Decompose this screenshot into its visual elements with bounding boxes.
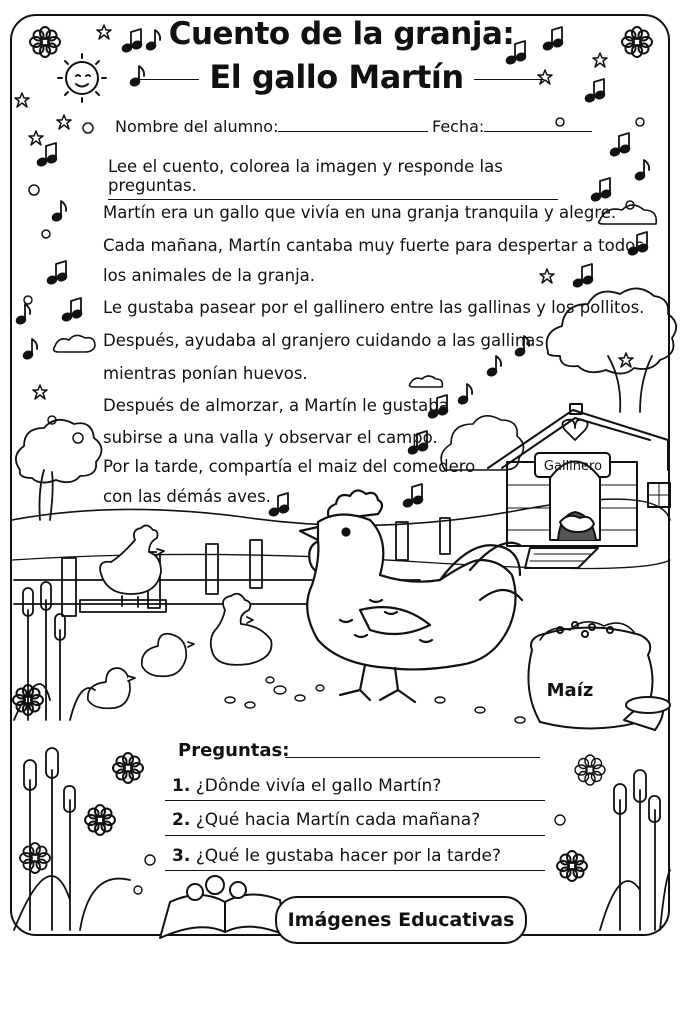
date-line[interactable] bbox=[484, 117, 592, 132]
story-line: Martín era un gallo que vivía en una granja tranquila y alegre. bbox=[103, 203, 617, 222]
student-name-label: Nombre del alumno: bbox=[115, 117, 279, 136]
question-text: ¿Dônde vivía el gallo Martín? bbox=[195, 776, 442, 796]
student-name-field[interactable] bbox=[115, 117, 428, 136]
answer-line[interactable] bbox=[165, 870, 545, 871]
story-line: mientras ponían huevos. bbox=[103, 364, 308, 383]
flower-icon bbox=[85, 805, 115, 835]
questions-title-rule bbox=[285, 757, 540, 758]
student-name-line[interactable] bbox=[278, 117, 428, 132]
hen-on-fence bbox=[100, 525, 164, 607]
title-rule-left bbox=[139, 79, 199, 80]
title-rule-right bbox=[474, 79, 544, 80]
question-item bbox=[172, 846, 501, 866]
coop-sign: Gallinero bbox=[543, 459, 603, 474]
question-text: ¿Qué hacia Martín cada mañana? bbox=[195, 810, 481, 830]
story-line: Le gustaba pasear por el gallinero entre las gallinas y los pollitos. bbox=[103, 298, 645, 317]
cloud-icon bbox=[54, 205, 657, 387]
flower-icon bbox=[557, 851, 587, 881]
story-line: subirse a una valla y observar el campo. bbox=[103, 428, 438, 447]
story-line: con las démás aves. bbox=[103, 487, 271, 506]
rooster bbox=[300, 490, 522, 702]
tree-icon bbox=[16, 420, 102, 520]
corn-sack bbox=[528, 622, 670, 730]
answer-line[interactable] bbox=[165, 835, 545, 836]
flower-icon bbox=[113, 753, 143, 783]
story-line: Cada mañana, Martín cantaba muy fuerte para despertar a todos bbox=[103, 236, 644, 255]
book-icon bbox=[160, 876, 285, 938]
instructions: Lee el cuento, colorea la imagen y responde las preguntas. bbox=[108, 157, 558, 200]
page-title-line1: Cuento de la granja: bbox=[168, 16, 515, 52]
question-number: 3. bbox=[172, 846, 191, 866]
story-line: los animales de la granja. bbox=[103, 266, 316, 285]
story-line: Después de almorzar, a Martín le gustaba bbox=[103, 396, 449, 415]
page-title-line2 bbox=[0, 58, 683, 96]
cattail-icon bbox=[600, 770, 670, 930]
chick bbox=[88, 634, 194, 709]
question-item bbox=[172, 810, 480, 830]
question-item bbox=[172, 776, 441, 796]
questions-title: Preguntas: bbox=[178, 740, 290, 761]
question-text: ¿Qué le gustaba hacer por la tarde? bbox=[195, 846, 502, 866]
footer-banner: Imágenes Educativas bbox=[275, 896, 527, 944]
question-number: 2. bbox=[172, 810, 191, 830]
answer-line[interactable] bbox=[165, 800, 545, 801]
story-line: Después, ayudaba al granjero cuidando a las gallinas bbox=[103, 331, 544, 350]
story-line: Por la tarde, compartía el maiz del comedero bbox=[103, 457, 476, 476]
page-title-text: El gallo Martín bbox=[209, 58, 464, 96]
date-field[interactable] bbox=[432, 117, 592, 136]
question-number: 1. bbox=[172, 776, 191, 796]
cattail-icon bbox=[14, 582, 95, 720]
cattail-icon bbox=[14, 748, 130, 930]
date-label: Fecha: bbox=[432, 117, 485, 136]
sack-label: Maíz bbox=[546, 680, 594, 701]
